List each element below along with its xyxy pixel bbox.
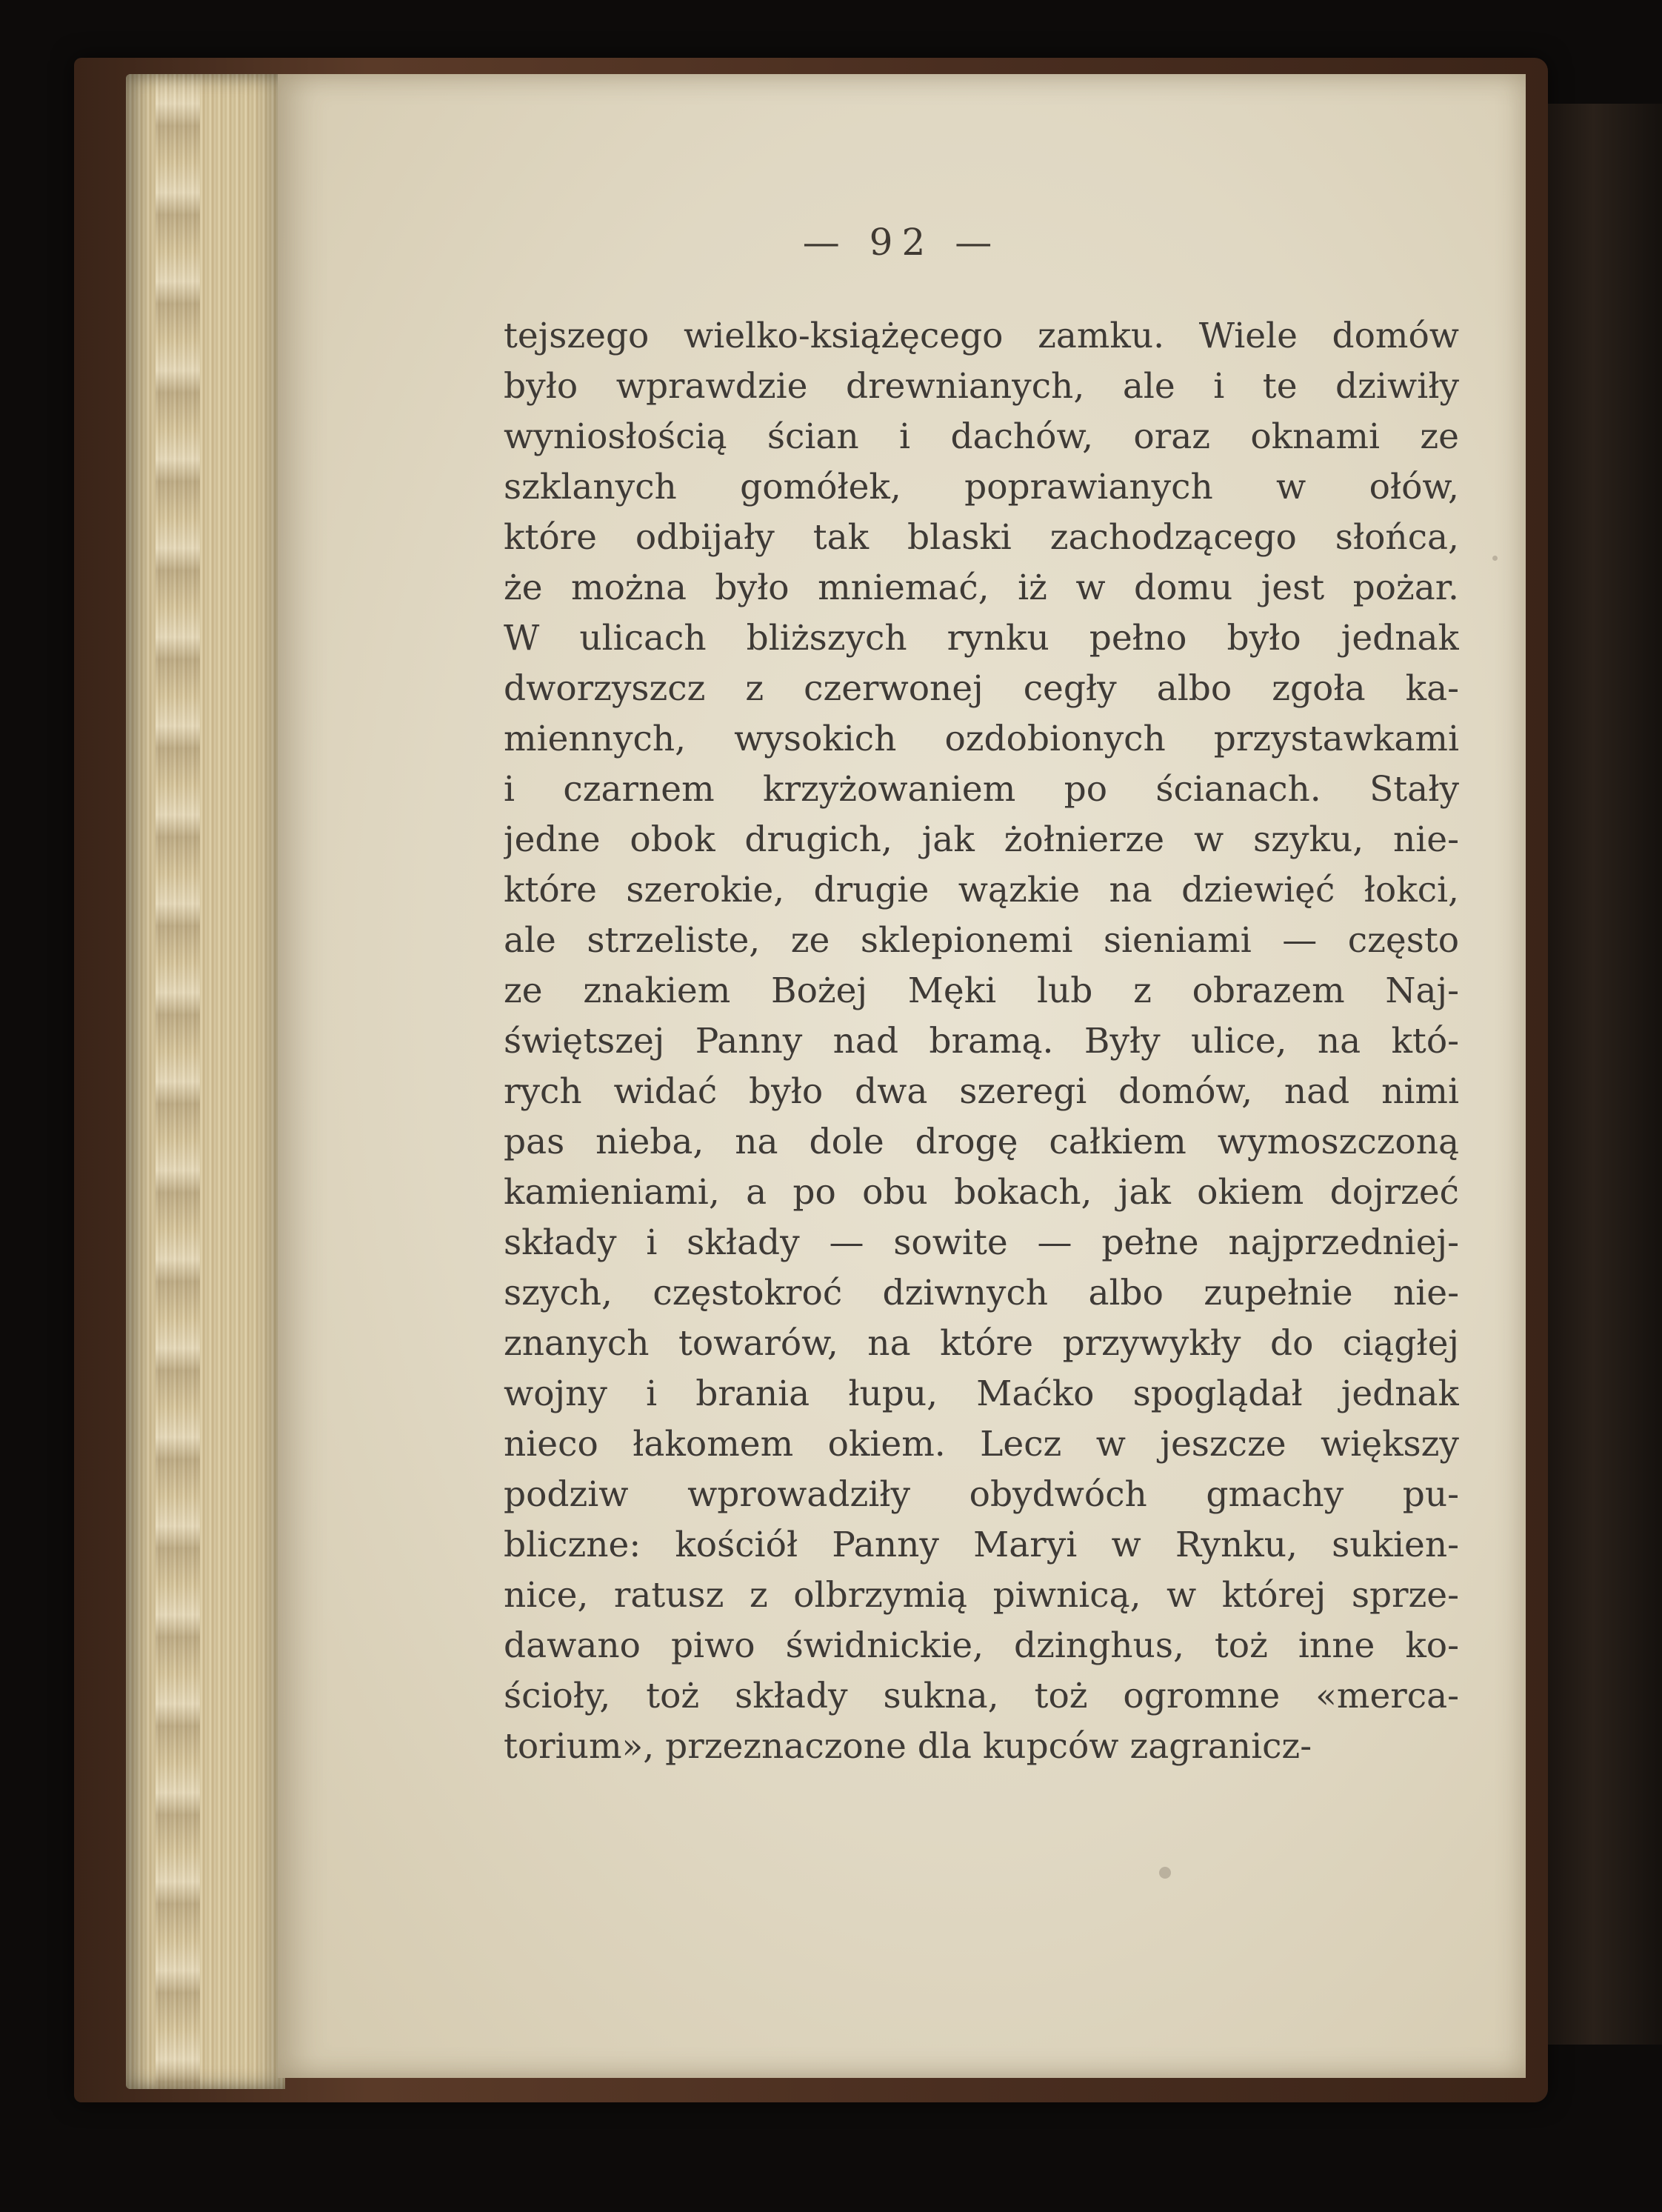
text-line: bliczne: kościół Panny Maryi w Rynku, sukien- (504, 1525, 1459, 1565)
book-page (278, 74, 1526, 2078)
text-line: wyniosłością ścian i dachów, oraz oknami ze (504, 416, 1459, 457)
text-line: pas nieba, na dole drogę całkiem wymoszczoną (504, 1122, 1459, 1162)
text-line: ścioły, toż składy sukna, toż ogromne «merca- (504, 1676, 1459, 1716)
text-line: kamieniami, a po obu bokach, jak okiem dojrzeć (504, 1172, 1459, 1213)
text-line: torium», przeznaczone dla kupców zagranicz- (504, 1726, 1312, 1767)
text-line: było wprawdzie drewnianych, ale i te dziwiły (504, 366, 1459, 407)
text-line: jedne obok drugich, jak żołnierze w szyku, nie- (504, 819, 1459, 860)
page-number: — 92 — (802, 221, 1001, 264)
text-line: że można było mniemać, iż w domu jest pożar. (504, 567, 1459, 608)
paper-fleck (1492, 556, 1498, 561)
text-line: znanych towarów, na które przywykły do ciągłej (504, 1323, 1459, 1364)
text-line: i czarnem krzyżowaniem po ścianach. Stały (504, 769, 1459, 810)
text-line: składy i składy — sowite — pełne najprzedniej- (504, 1222, 1459, 1263)
text-line: które szerokie, drugie wązkie na dziewięć łokci, (504, 870, 1459, 910)
text-line: szklanych gomółek, poprawianych w ołów, (504, 467, 1459, 507)
text-line: nice, ratusz z olbrzymią piwnicą, w której sprze- (504, 1575, 1459, 1616)
text-line: wojny i brania łupu, Maćko spoglądał jednak (504, 1373, 1459, 1414)
text-line: które odbijały tak blaski zachodzącego słońca, (504, 517, 1459, 558)
page-text (504, 311, 1459, 1772)
text-line: nieco łakomem okiem. Lecz w jeszcze większy (504, 1424, 1459, 1465)
text-line: miennych, wysokich ozdobionych przystawkami (504, 719, 1459, 759)
text-line: rych widać było dwa szeregi domów, nad nimi (504, 1071, 1459, 1112)
text-line: ale strzeliste, ze sklepionemi sieniami — często (504, 920, 1459, 961)
text-line: dworzyszcz z czerwonej cegły albo zgoła ka- (504, 668, 1459, 709)
text-line: świętszej Panny nad bramą. Były ulice, na któ- (504, 1021, 1459, 1062)
text-line: podziw wprowadziły obydwóch gmachy pu- (504, 1474, 1459, 1515)
text-line: szych, częstokroć dziwnych albo zupełnie nie- (504, 1273, 1459, 1313)
text-line: dawano piwo świdnickie, dzinghus, toż inne ko- (504, 1625, 1459, 1666)
next-page-edge (1548, 104, 1662, 2045)
paper-fleck (1159, 1867, 1171, 1879)
text-line: tejszego wielko-książęcego zamku. Wiele domów (504, 316, 1459, 356)
page-edges (126, 74, 285, 2089)
text-line: W ulicach bliższych rynku pełno było jednak (504, 618, 1459, 659)
text-line: ze znakiem Bożej Męki lub z obrazem Naj- (504, 970, 1459, 1011)
